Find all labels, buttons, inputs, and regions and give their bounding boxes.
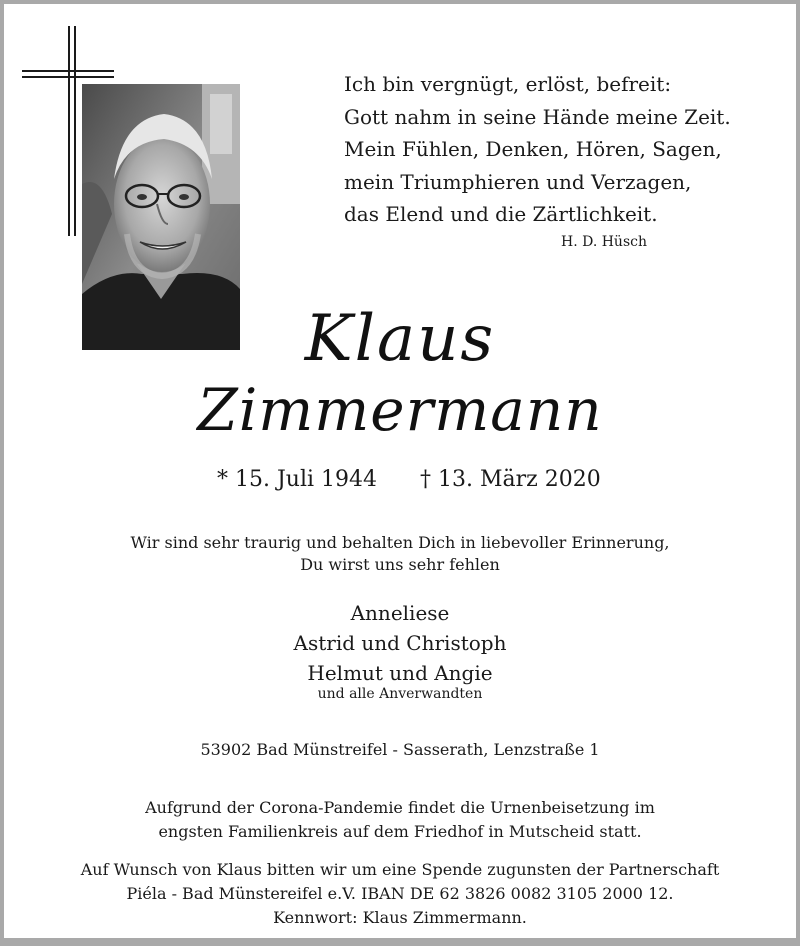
poem-line: Gott nahm in seine Hände meine Zeit. (344, 104, 731, 129)
birth-date: * 15. Juli 1944 (217, 467, 378, 492)
donation-request (4, 858, 796, 930)
poem-line: Mein Fühlen, Denken, Hören, Sagen, (344, 137, 722, 161)
poem-line: mein Triumphieren und Verzagen, (344, 169, 692, 194)
deceased-first-name: Klaus (304, 302, 496, 376)
poem (344, 68, 764, 231)
message-line: Du wirst uns sehr fehlen (300, 555, 500, 574)
death-date: † 13. März 2020 (420, 467, 601, 492)
family-message (4, 532, 796, 576)
mourners-list (4, 598, 796, 688)
deceased-last-name: Zimmermann (197, 376, 603, 444)
donation-line: Piéla - Bad Münstereifel e.V. IBAN DE 62 3826 0082 3105 2000 12. (126, 884, 674, 903)
poem-line: das Elend und die Zärtlichkeit. (344, 202, 658, 226)
notice-line: engsten Familienkreis auf dem Friedhof in Mutscheid statt. (158, 822, 642, 841)
burial-notice (4, 796, 796, 844)
mourner-name: Anneliese (350, 601, 450, 625)
poem-author: H. D. Hüsch (560, 234, 647, 250)
poem-line: Ich bin vergnügt, erlöst, befreit: (344, 72, 672, 96)
mourner-name: Helmut und Angie (307, 661, 493, 685)
family-address: 53902 Bad Münstreifel - Sasserath, Lenzstraße 1 (200, 740, 600, 759)
donation-line: Kennwort: Klaus Zimmermann. (273, 908, 527, 927)
donation-line: Auf Wunsch von Klaus bitten wir um eine Spende zugunsten der Partnerschaft (80, 860, 720, 879)
notice-line: Aufgrund der Corona-Pandemie findet die Urnenbeisetzung im (145, 798, 655, 817)
other-relatives: und alle Anverwandten (317, 686, 483, 702)
mourner-name: Astrid und Christoph (293, 631, 507, 655)
obituary-card (4, 4, 796, 938)
message-line: Wir sind sehr traurig und behalten Dich in liebevoller Erinnerung, (130, 533, 670, 552)
